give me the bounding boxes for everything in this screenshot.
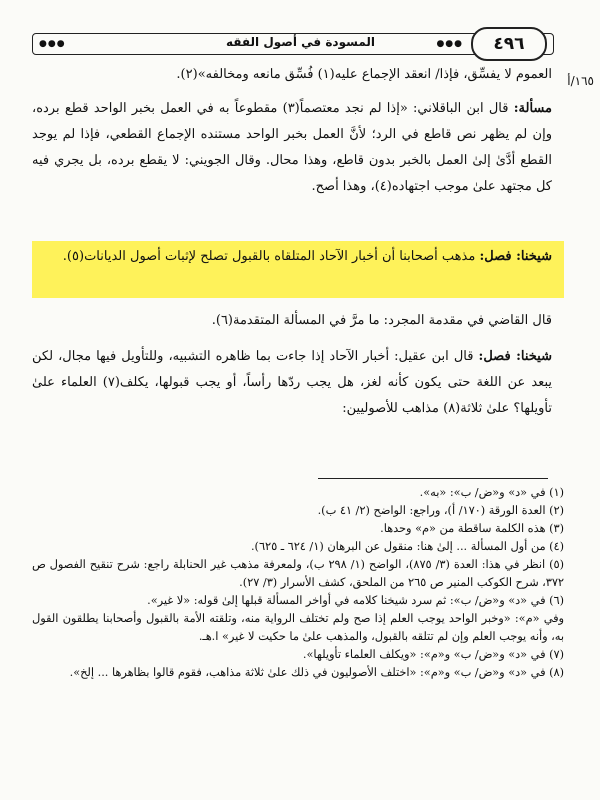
running-header [32, 33, 554, 55]
footnote: (٧) في «د» و«ض/ ب» و«م»: «ويكلف العلماء تأويلها». [302, 648, 564, 661]
footnote-divider [318, 478, 548, 479]
paragraph-text: قال ابن الباقلاني: «إذا لم نجد معتصماً(٣) مقطوعاً به في العمل بخبر الواحد قطع برده، وإن لم يظهر نص قاطع في الرد؛ لأنَّ العمل بخبر الواحد مستنده الإجماع القطعي، فإذا لم يوجد القطع أدَّىٰ إلىٰ العمل بالخبر بدون قاطع، وهذا محال. وقال الجويني: لا يقطع برده، بل يجري فيه كل مجتهد علىٰ موجب اجتهاده(٤)، وهذا أصح. [32, 101, 552, 194]
footnote: وفي «م»: «وخبر الواحد يوجب العلم إذا صح ولم تختلف الرواية منه، وتلقته الأمة بالقبول وأصحابنا يطلقون القول به، وأنه يوجب العلم وإن لم تتلقه بالقبول، والمذهب علىٰ ما حكيت لا غير» ا.هـ. [32, 612, 564, 643]
footnotes [32, 484, 564, 682]
section-label: شيخنا: فصل: [478, 349, 552, 364]
footnote: (٦) في «د» و«ض/ ب»: ثم سرد شيخنا كلامه في أواخر المسألة قبلها إلىٰ قوله: «لا غير». [147, 594, 564, 607]
book-title: المسودة في أصول الفقه [226, 35, 375, 49]
section-label: شيخنا: فصل: [479, 249, 552, 264]
footnote: (٥) انظر في هذا: العدة (٣/ ٨٧٥)، الواضح (١/ ٢٩٨ ب)، ولمعرفة مذهب غير الحنابلة راجع: شرح تنقيح الفصول ص ٣٧٢، شرح الكوكب المنير ص ٢٦٥ من الملحق، كشف الأسرار (٣/ ٢٧). [32, 558, 564, 589]
ornament-dots-left: ●●● [39, 39, 66, 49]
paragraph-5 [32, 344, 552, 422]
section-label: مسألة: [513, 101, 552, 116]
manuscript-folio-ref: ١٦٥/أ [567, 74, 594, 88]
footnote: (٨) في «د» و«ض/ ب» و«م»: «اختلف الأصوليون في ذلك علىٰ ثلاثة مذاهب، فقوم قالوا بظاهرها ... إلخ». [69, 666, 564, 679]
footnote: (٤) من أول المسألة ... إلىٰ هنا: منقول عن البرهان (١/ ٦٢٤ ـ ٦٢٥). [250, 540, 564, 553]
page-number: ٤٩٦ [471, 27, 547, 61]
paragraph-2 [32, 96, 552, 200]
footnote: (٢) العدة الورقة (١٧٠/ أ)، وراجع: الواضح (٢/ ٤١ ب). [317, 504, 564, 517]
paragraph-text: مذهب أصحابنا أن أخبار الآحاد المتلقاه بالقبول تصلح لإثبات أصول الديانات(٥). [62, 249, 476, 264]
paragraph-text: قال ابن عقيل: أخبار الآحاد إذا جاءت بما ظاهره التشبيه، وللتأويل فيها مجال، لكن يبعد عن اللغة حتى يكون كأنه لغز، هل يجب ردّها رأساً، أو يجب قبولها، يكلف(٧) العلماء علىٰ تأويلها؟ علىٰ ثلاثة(٨) مذاهب للأصوليين: [32, 349, 552, 416]
paragraph-4: قال القاضي في مقدمة المجرد: ما مرَّ في المسألة المتقدمة(٦). [211, 313, 552, 328]
paragraph-3 [32, 244, 552, 270]
footnote: (٣) هذه الكلمة ساقطة من «م» وحدها. [380, 522, 564, 535]
footnote: (١) في «د» و«ض/ ب»: «به». [419, 486, 564, 499]
ornament-dots-right: ●●● [436, 39, 463, 49]
paragraph-1: العموم لا يفسِّق، فإذا/ انعقد الإجماع عليه(١) فُسِّق مانعه ومخالفه»(٢). [176, 67, 552, 82]
